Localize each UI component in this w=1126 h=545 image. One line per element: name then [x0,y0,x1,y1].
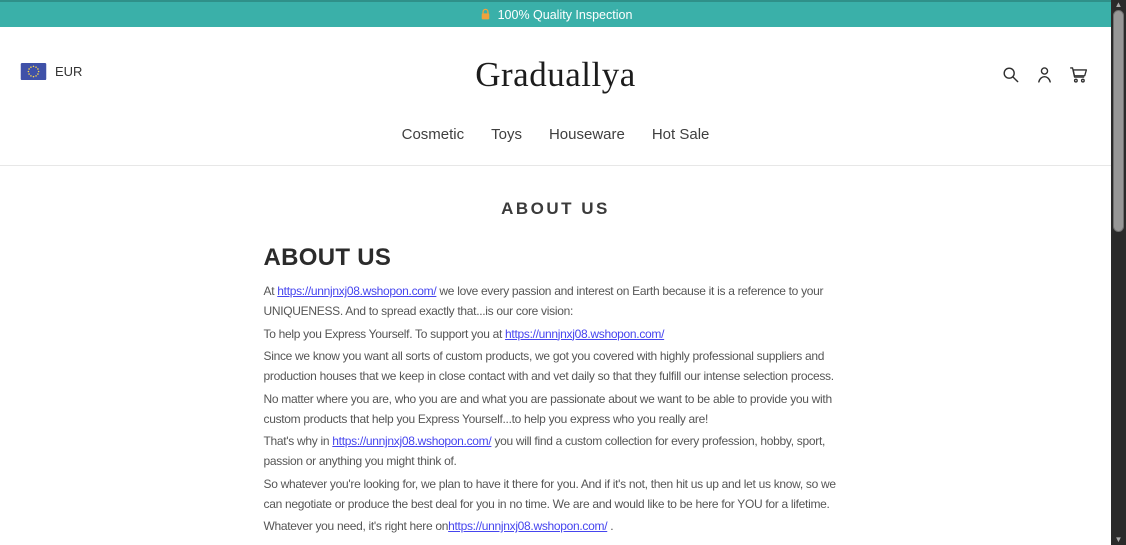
search-icon[interactable] [1000,64,1021,85]
site-logo[interactable]: Graduallya [475,55,636,94]
cart-icon[interactable] [1068,64,1089,85]
lock-icon [479,8,492,21]
nav-item-houseware[interactable]: Houseware [548,126,625,143]
main-nav [0,126,1111,165]
announcement-banner [0,0,1111,27]
currency-selector[interactable] [20,63,82,80]
about-heading: ABOUT US [263,244,392,271]
nav-item-cosmetic[interactable]: Cosmetic [401,126,465,143]
store-url-link[interactable]: https://unnjnxj08.wshopon.com/ [277,284,437,298]
about-paragraph: Since we know you want all sorts of custom products, we got you covered with highly professional suppliers and production houses that we keep in close contact with and vet daily so that they fulfill our intense selection process. [263,349,834,383]
about-paragraphs [264,281,848,536]
store-url-link[interactable]: https://unnjnxj08.wshopon.com/ [332,434,492,448]
nav-item-hot-sale[interactable]: Hot Sale [651,126,710,143]
header-icons [1000,64,1089,85]
store-url-link[interactable]: https://unnjnxj08.wshopon.com/ [505,326,665,341]
about-paragraph: Whatever you need, it's right here onhttps://unnjnxj08.wshopon.com/ . [263,519,614,533]
eu-flag-icon [20,63,47,80]
about-section [264,243,848,536]
scrollbar-up-arrow[interactable]: ▲ [1114,0,1123,9]
about-paragraph: So whatever you're looking for, we plan to have it there for you. And if it's not, then hit us up and let us know, so we can negotiate or produce the best deal for you in no time. We are and would like to be here for YOU for a lifetime. [263,476,836,511]
main-content [0,166,1111,536]
scrollbar-down-arrow[interactable]: ▼ [1114,535,1123,544]
about-paragraph: No matter where you are, who you are and what you are passionate about we want to be able to provide you with custom products that help you Express Yourself...to help you express who you really are! [263,391,832,426]
store-url-link[interactable]: https://unnjnxj08.wshopon.com/ [448,519,608,533]
currency-label: EUR [55,64,83,79]
about-paragraph: To help you Express Yourself. To support you at https://unnjnxj08.wshopon.com/ [263,326,665,341]
nav-item-toys[interactable]: Toys [491,126,522,143]
banner-text: 100% Quality Inspection [497,7,633,22]
account-icon[interactable] [1034,64,1055,85]
site-header [0,27,1111,166]
scrollbar[interactable] [1111,0,1126,545]
scrollbar-thumb[interactable] [1113,10,1124,232]
page-title: ABOUT US [501,199,610,218]
about-paragraph: At https://unnjnxj08.wshopon.com/ we love every passion and interest on Earth because it is a reference to your UNIQUENESS. And to spread exactly that...is our core vision: [263,284,824,318]
about-paragraph: That's why in https://unnjnxj08.wshopon.com/ you will find a custom collection for every profession, hobby, sport, passion or anything you might think of. [263,434,826,468]
